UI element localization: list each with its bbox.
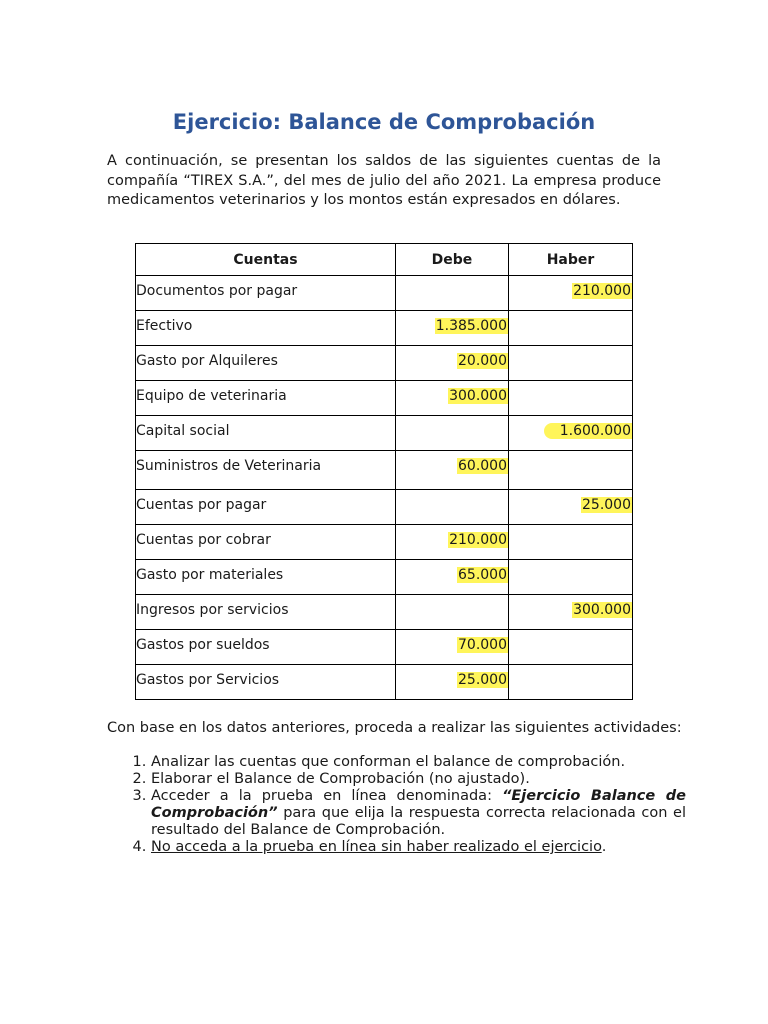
debe-amount: 65.000 xyxy=(458,567,507,583)
account-name: Capital social xyxy=(136,416,396,451)
haber-cell xyxy=(509,560,633,595)
table-row xyxy=(136,630,633,665)
account-name: Gastos por sueldos xyxy=(136,630,396,665)
haber-cell xyxy=(509,525,633,560)
account-name: Suministros de Veterinaria xyxy=(136,451,396,490)
debe-amount: 60.000 xyxy=(458,458,507,474)
task-item xyxy=(151,788,686,839)
haber-amount: 210.000 xyxy=(573,283,631,299)
haber-amount: 1.600.000 xyxy=(544,423,632,439)
haber-cell xyxy=(509,630,633,665)
account-name: Ingresos por servicios xyxy=(136,595,396,630)
table-row xyxy=(136,525,633,560)
task-item xyxy=(151,754,686,771)
table-row xyxy=(136,276,633,311)
account-name: Cuentas por pagar xyxy=(136,490,396,525)
table-row xyxy=(136,595,633,630)
header-haber: Haber xyxy=(509,244,633,276)
table-header-row xyxy=(136,244,633,276)
account-name: Efectivo xyxy=(136,311,396,346)
debe-cell xyxy=(396,381,509,416)
debe-cell xyxy=(396,595,509,630)
debe-cell xyxy=(396,311,509,346)
haber-cell xyxy=(509,416,633,451)
account-name: Gastos por Servicios xyxy=(136,665,396,700)
debe-amount: 300.000 xyxy=(449,388,507,404)
debe-cell xyxy=(396,490,509,525)
table-row xyxy=(136,311,633,346)
debe-amount: 70.000 xyxy=(458,637,507,653)
task-text: . xyxy=(601,839,607,855)
haber-cell xyxy=(509,381,633,416)
account-name: Gasto por Alquileres xyxy=(136,346,396,381)
haber-amount: 25.000 xyxy=(582,497,631,513)
debe-amount: 1.385.000 xyxy=(435,318,507,334)
table-row xyxy=(136,560,633,595)
task-item xyxy=(151,839,686,856)
haber-cell xyxy=(509,311,633,346)
debe-cell xyxy=(396,346,509,381)
task-list xyxy=(127,754,686,856)
debe-amount: 20.000 xyxy=(458,353,507,369)
warning-underlined-text: No acceda a la prueba en línea sin haber realizado el ejercicio xyxy=(151,839,602,855)
table-row xyxy=(136,416,633,451)
haber-cell xyxy=(509,276,633,311)
haber-cell xyxy=(509,665,633,700)
debe-amount: 210.000 xyxy=(449,532,507,548)
intro-paragraph: A continuación, se presentan los saldos de las siguientes cuentas de la compañía “TIREX S.A.”, del mes de julio del año 2021. La empresa produce medicamentos veterinarios y los montos están expresados en dólares. xyxy=(107,153,661,208)
table-row xyxy=(136,451,633,490)
debe-amount: 25.000 xyxy=(458,672,507,688)
debe-cell xyxy=(396,451,509,490)
debe-cell xyxy=(396,630,509,665)
accounts-table xyxy=(135,243,633,700)
task-text: Elaborar el Balance de Comprobación (no ajustado). xyxy=(151,771,530,787)
table-row xyxy=(136,346,633,381)
haber-cell xyxy=(509,346,633,381)
task-item xyxy=(151,771,686,788)
haber-cell xyxy=(509,451,633,490)
table-row xyxy=(136,381,633,416)
account-name: Documentos por pagar xyxy=(136,276,396,311)
haber-cell xyxy=(509,490,633,525)
account-name: Gasto por materiales xyxy=(136,560,396,595)
haber-amount: 300.000 xyxy=(573,602,631,618)
task-text: Acceder a la prueba en línea denominada: xyxy=(151,788,503,804)
debe-cell xyxy=(396,560,509,595)
debe-cell xyxy=(396,525,509,560)
header-cuentas: Cuentas xyxy=(136,244,396,276)
instructions-text: Con base en los datos anteriores, proceda a realizar las siguientes actividades: xyxy=(107,720,682,736)
account-name: Equipo de veterinaria xyxy=(136,381,396,416)
task-text: para que elija la respuesta correcta relacionada con el resultado del Balance de Comprobación. xyxy=(151,805,686,838)
header-debe: Debe xyxy=(396,244,509,276)
account-name: Cuentas por cobrar xyxy=(136,525,396,560)
debe-cell xyxy=(396,665,509,700)
table-body xyxy=(136,276,633,700)
page-title: Ejercicio: Balance de Comprobación xyxy=(172,110,596,134)
haber-cell xyxy=(509,595,633,630)
debe-cell xyxy=(396,416,509,451)
test-name-emphasis: “Ejercicio Balance de Comprobación” xyxy=(151,788,686,821)
debe-cell xyxy=(396,276,509,311)
table-row xyxy=(136,490,633,525)
table-row xyxy=(136,665,633,700)
task-text: Analizar las cuentas que conforman el balance de comprobación. xyxy=(151,754,626,770)
